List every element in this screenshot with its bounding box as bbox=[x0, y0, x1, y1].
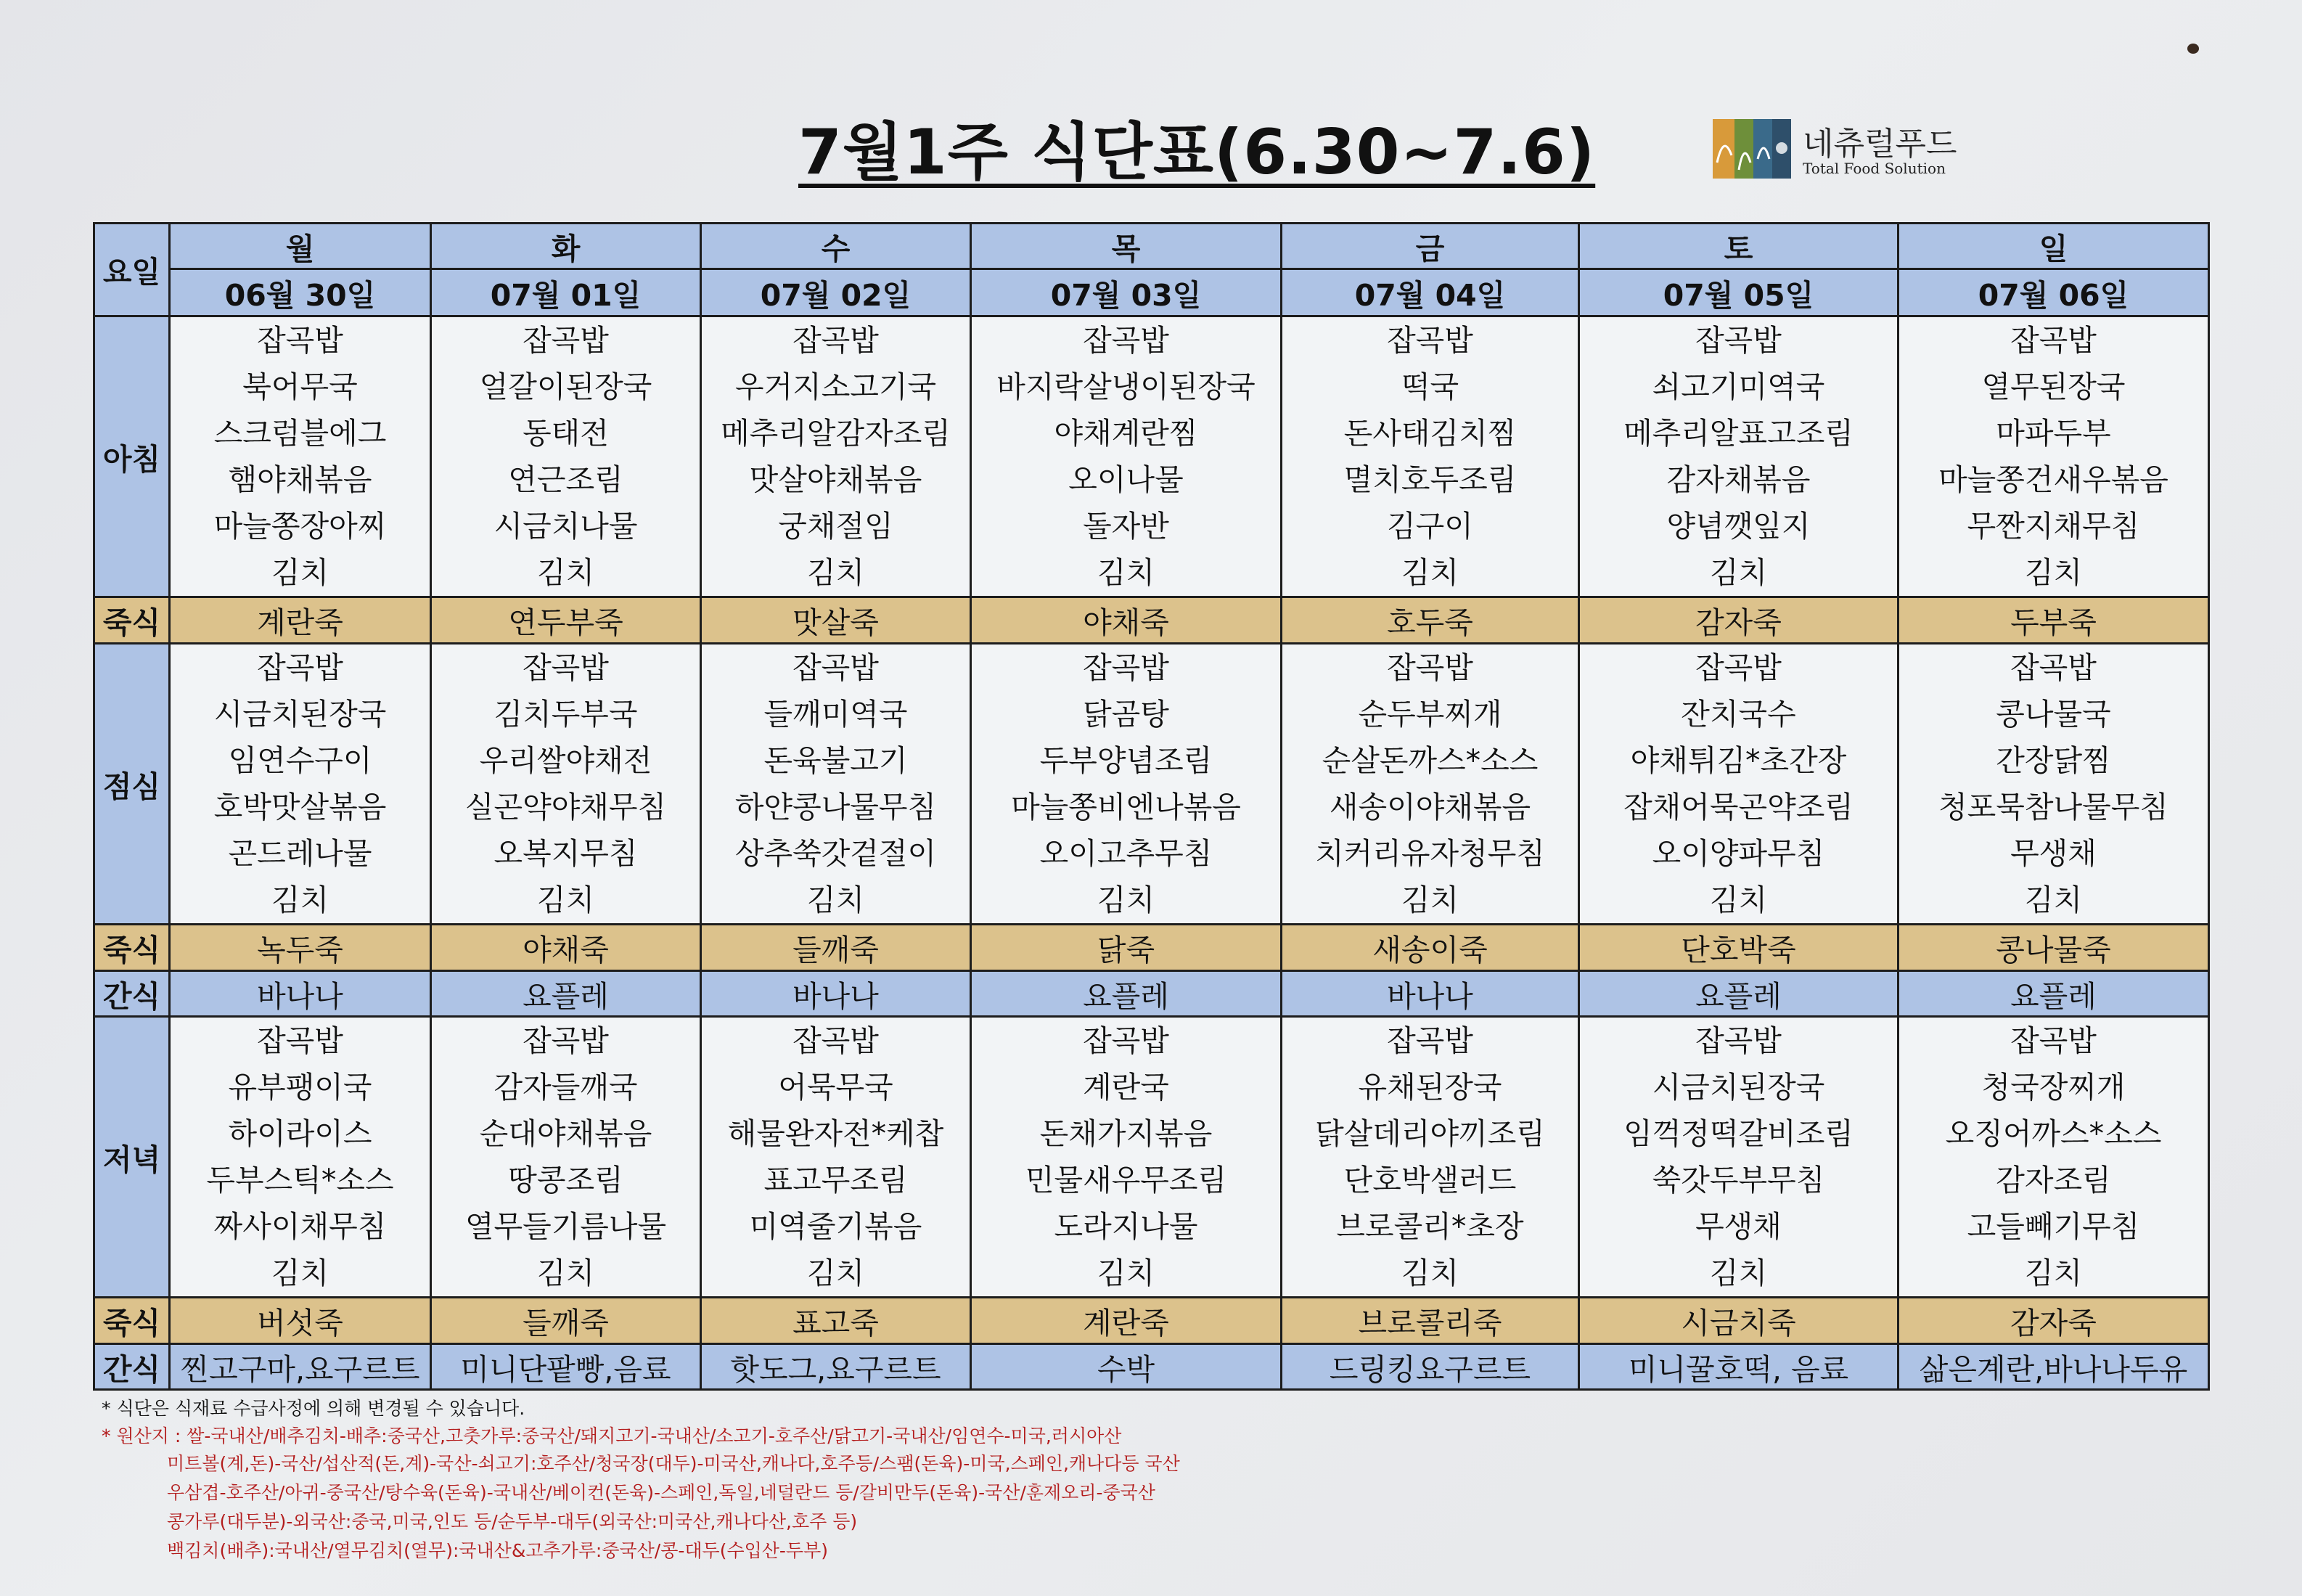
dish: 마늘쫑장아찌 bbox=[213, 509, 387, 544]
dish: 도라지나물 bbox=[1054, 1209, 1198, 1244]
snack-evening-item: 찐고구마,요구르트 bbox=[170, 1344, 431, 1390]
dish: 잡곡밥 bbox=[257, 1023, 343, 1058]
porridge-lunch-item: 새송이죽 bbox=[1282, 925, 1579, 971]
note-origin-cont: 백김치(배추):국내산/열무김치(열무):국내산&고추가루:중국산/콩-대두(수입산-두부) bbox=[167, 1540, 828, 1561]
dish: 우리쌀야채전 bbox=[479, 743, 652, 778]
dish: 오이고추무침 bbox=[1039, 836, 1213, 871]
porridge-morning-row bbox=[94, 597, 2209, 644]
dish: 곤드레나물 bbox=[228, 836, 372, 871]
snack-afternoon-row bbox=[94, 971, 2209, 1017]
day-name-row bbox=[94, 224, 2209, 269]
snack-evening-item: 미니단팥빵,음료 bbox=[431, 1344, 701, 1390]
day-name: 금 bbox=[1282, 224, 1579, 269]
dish: 임연수구이 bbox=[228, 743, 372, 778]
dish: 김치 bbox=[806, 883, 865, 917]
dish: 마늘쫑건새우볶음 bbox=[1938, 462, 2168, 497]
breakfast-cell bbox=[431, 316, 701, 597]
porridge-lunch-item: 야채죽 bbox=[431, 925, 701, 971]
dish: 김치 bbox=[2024, 883, 2083, 917]
dish: 스크럼블에그 bbox=[213, 416, 387, 451]
porridge-dinner-item: 브로콜리죽 bbox=[1282, 1298, 1579, 1344]
dish: 표고무조림 bbox=[763, 1163, 908, 1198]
porridge-morning-item: 계란죽 bbox=[170, 597, 431, 644]
day-date: 07월 06일 bbox=[1898, 269, 2209, 316]
dish: 무생채 bbox=[1695, 1209, 1782, 1244]
breakfast-cell bbox=[701, 316, 971, 597]
porridge-morning-item: 감자죽 bbox=[1579, 597, 1898, 644]
porridge-lunch-item: 콩나물죽 bbox=[1898, 925, 2209, 971]
menu-table bbox=[93, 222, 2210, 1391]
page-title: 7월1주 식단표(6.30~7.6) bbox=[798, 116, 1596, 189]
dish: 상추쑥갓겉절이 bbox=[734, 836, 937, 871]
porridge-dinner-item: 감자죽 bbox=[1898, 1298, 2209, 1344]
dish: 하이라이스 bbox=[228, 1116, 372, 1151]
dish: 쑥갓두부무침 bbox=[1652, 1163, 1825, 1198]
dish: 김치 bbox=[271, 883, 329, 917]
dish: 들깨미역국 bbox=[763, 697, 908, 732]
note-origin-cont: 콩가루(대두분)-외국산:중국,미국,인도 등/순두부-대두(외국산:미국산,캐나다산,호주 등) bbox=[167, 1511, 858, 1532]
dish: 야채계란찜 bbox=[1054, 416, 1198, 451]
dish: 김치 bbox=[1709, 1256, 1768, 1290]
dish: 청포묵참나물무침 bbox=[1938, 790, 2168, 824]
dish: 김치 bbox=[806, 555, 865, 590]
day-name: 토 bbox=[1579, 224, 1898, 269]
dish: 잡곡밥 bbox=[523, 650, 609, 685]
dish: 순살돈까스*소스 bbox=[1322, 743, 1539, 778]
dish: 미역줄기볶음 bbox=[749, 1209, 922, 1244]
porridge-morning-item: 연두부죽 bbox=[431, 597, 701, 644]
dish: 짜사이채무침 bbox=[213, 1209, 387, 1244]
lunch-cell bbox=[170, 644, 431, 925]
dish: 멸치호두조림 bbox=[1343, 462, 1517, 497]
snack-afternoon-item: 요플레 bbox=[971, 971, 1282, 1017]
dish: 김치두부국 bbox=[493, 697, 638, 732]
dish: 계란국 bbox=[1083, 1070, 1169, 1105]
dish: 오이나물 bbox=[1068, 462, 1184, 497]
porridge-morning-item: 맛살죽 bbox=[701, 597, 971, 644]
dish: 잡곡밥 bbox=[257, 323, 343, 358]
dish: 청국장찌개 bbox=[1981, 1070, 2126, 1105]
dish: 감자조림 bbox=[1996, 1163, 2111, 1198]
lunch-cell bbox=[431, 644, 701, 925]
lunch-row bbox=[94, 644, 2209, 925]
breakfast-cell bbox=[1898, 316, 2209, 597]
porridge-lunch-label: 죽식 bbox=[94, 925, 170, 971]
lunch-cell bbox=[971, 644, 1282, 925]
dish: 두부스틱*소스 bbox=[206, 1163, 394, 1198]
dish: 닭살데리야끼조림 bbox=[1315, 1116, 1545, 1151]
lunch-cell bbox=[1282, 644, 1579, 925]
dish: 감자채볶음 bbox=[1666, 462, 1811, 497]
day-name: 수 bbox=[701, 224, 971, 269]
dish: 야채튀김*초간장 bbox=[1630, 743, 1847, 778]
dish: 돈채가지볶음 bbox=[1039, 1116, 1213, 1151]
porridge-dinner-item: 버섯죽 bbox=[170, 1298, 431, 1344]
dish: 김치 bbox=[536, 1256, 595, 1290]
dish: 잡곡밥 bbox=[2010, 650, 2097, 685]
snack-afternoon-item: 요플레 bbox=[1898, 971, 2209, 1017]
note-origin-cont: 미트볼(계,돈)-국산/섭산적(돈,계)-국산-쇠고기:호주산/청국장(대두)-미국산,캐나다,호주등/스팸(돈육)-미국,스페인,캐나다등 국산 bbox=[167, 1453, 1180, 1474]
dish: 잡곡밥 bbox=[1695, 650, 1782, 685]
snack-evening-item: 드링킹요구르트 bbox=[1282, 1344, 1579, 1390]
dish: 김치 bbox=[2024, 1256, 2083, 1290]
dish: 동태전 bbox=[523, 416, 609, 451]
porridge-lunch-row bbox=[94, 925, 2209, 971]
dish: 잡곡밥 bbox=[1387, 323, 1473, 358]
logo-icon bbox=[1713, 119, 1791, 179]
dish: 임꺽정떡갈비조림 bbox=[1623, 1116, 1854, 1151]
dish: 연근조림 bbox=[508, 462, 623, 497]
dish: 무생채 bbox=[2010, 836, 2097, 871]
snack-evening-item: 삶은계란,바나나두유 bbox=[1898, 1344, 2209, 1390]
dish: 메추리알감자조림 bbox=[721, 416, 951, 451]
dish: 햄야채볶음 bbox=[228, 462, 372, 497]
dish: 마늘쫑비엔나볶음 bbox=[1011, 790, 1241, 824]
dish: 김치 bbox=[806, 1256, 865, 1290]
porridge-dinner-label: 죽식 bbox=[94, 1298, 170, 1344]
dish: 간장닭찜 bbox=[1996, 743, 2111, 778]
dinner-label: 저녁 bbox=[94, 1017, 170, 1298]
dish: 잡곡밥 bbox=[792, 1023, 879, 1058]
snack-afternoon-item: 요플레 bbox=[431, 971, 701, 1017]
dish: 콩나물국 bbox=[1996, 697, 2111, 732]
dish: 잡곡밥 bbox=[792, 323, 879, 358]
dish: 무짠지채무침 bbox=[1967, 509, 2140, 544]
paper-mark bbox=[2187, 44, 2199, 54]
lunch-label: 점심 bbox=[94, 644, 170, 925]
dish: 김치 bbox=[536, 883, 595, 917]
dish: 잡곡밥 bbox=[1695, 1023, 1782, 1058]
day-date: 07월 01일 bbox=[431, 269, 701, 316]
date-row bbox=[94, 269, 2209, 316]
dish: 쇠고기미역국 bbox=[1652, 369, 1825, 404]
dish: 오이양파무침 bbox=[1652, 836, 1825, 871]
dish: 김치 bbox=[1709, 555, 1768, 590]
snack-afternoon-item: 바나나 bbox=[170, 971, 431, 1017]
dish: 호박맛살볶음 bbox=[213, 790, 387, 824]
dish: 시금치나물 bbox=[493, 509, 638, 544]
breakfast-label: 아침 bbox=[94, 316, 170, 597]
dish: 치커리유자청무침 bbox=[1315, 836, 1545, 871]
dish: 잡곡밥 bbox=[1387, 1023, 1473, 1058]
dish: 김치 bbox=[1097, 883, 1155, 917]
note-origin-cont: 우삼겹-호주산/아귀-중국산/탕수육(돈육)-국내산/베이컨(돈육)-스페인,독일,네덜란드 등/갈비만두(돈육)-국산/훈제오리-중국산 bbox=[167, 1482, 1155, 1503]
porridge-morning-item: 야채죽 bbox=[971, 597, 1282, 644]
dinner-cell bbox=[431, 1017, 701, 1298]
day-date: 07월 02일 bbox=[701, 269, 971, 316]
note-origin: * 원산지 : 쌀-국내산/배추김치-배추:중국산,고춧가루:중국산/돼지고기-국내산/소고기-호주산/닭고기-국내산/임연수-미국,러시아산 bbox=[102, 1425, 1122, 1446]
snack-evening-row bbox=[94, 1344, 2209, 1390]
dish: 잡곡밥 bbox=[1083, 1023, 1169, 1058]
dish: 우거지소고기국 bbox=[734, 369, 937, 404]
dish: 잡곡밥 bbox=[1695, 323, 1782, 358]
dish: 떡국 bbox=[1401, 369, 1459, 404]
logo-tagline: Total Food Solution bbox=[1803, 160, 1946, 177]
porridge-lunch-item: 녹두죽 bbox=[170, 925, 431, 971]
porridge-dinner-item: 들깨죽 bbox=[431, 1298, 701, 1344]
dish: 시금치된장국 bbox=[1652, 1070, 1825, 1105]
dish: 실곤약야채무침 bbox=[464, 790, 667, 824]
dinner-cell bbox=[1579, 1017, 1898, 1298]
dish: 하얀콩나물무침 bbox=[734, 790, 937, 824]
snack-afternoon-item: 바나나 bbox=[1282, 971, 1579, 1017]
dish: 잡곡밥 bbox=[257, 650, 343, 685]
day-date: 07월 05일 bbox=[1579, 269, 1898, 316]
dish: 메추리알표고조림 bbox=[1623, 416, 1854, 451]
dish: 돌자반 bbox=[1083, 509, 1169, 544]
dish: 김치 bbox=[2024, 555, 2083, 590]
dish: 궁채절임 bbox=[778, 509, 893, 544]
day-name: 일 bbox=[1898, 224, 2209, 269]
dish: 얼갈이된장국 bbox=[479, 369, 652, 404]
dish: 닭곰탕 bbox=[1083, 697, 1169, 732]
dish: 순두부찌개 bbox=[1358, 697, 1502, 732]
dish: 북어무국 bbox=[242, 369, 358, 404]
dish: 돈육불고기 bbox=[763, 743, 908, 778]
lunch-cell bbox=[1579, 644, 1898, 925]
day-date: 07월 03일 bbox=[971, 269, 1282, 316]
porridge-morning-item: 두부죽 bbox=[1898, 597, 2209, 644]
dish: 잡곡밥 bbox=[2010, 1023, 2097, 1058]
dish: 오징어까스*소스 bbox=[1945, 1116, 2162, 1151]
dinner-cell bbox=[1898, 1017, 2209, 1298]
dish: 김치 bbox=[1097, 1256, 1155, 1290]
dish: 마파두부 bbox=[1996, 416, 2111, 451]
dish: 김구이 bbox=[1387, 509, 1473, 544]
breakfast-cell bbox=[170, 316, 431, 597]
lunch-cell bbox=[701, 644, 971, 925]
dish: 단호박샐러드 bbox=[1343, 1163, 1517, 1198]
snack-evening-item: 미니꿀호떡, 음료 bbox=[1579, 1344, 1898, 1390]
snack-evening-item: 핫도그,요구르트 bbox=[701, 1344, 971, 1390]
snack-evening-label: 간식 bbox=[94, 1344, 170, 1390]
dish: 열무된장국 bbox=[1981, 369, 2126, 404]
porridge-lunch-item: 닭죽 bbox=[971, 925, 1282, 971]
porridge-morning-item: 호두죽 bbox=[1282, 597, 1579, 644]
dinner-cell bbox=[170, 1017, 431, 1298]
dish: 오복지무침 bbox=[493, 836, 638, 871]
porridge-dinner-row bbox=[94, 1298, 2209, 1344]
dish: 김치 bbox=[1401, 1256, 1459, 1290]
dish: 두부양념조림 bbox=[1039, 743, 1213, 778]
dinner-row bbox=[94, 1017, 2209, 1298]
dish: 유부팽이국 bbox=[228, 1070, 372, 1105]
dish: 김치 bbox=[1401, 883, 1459, 917]
snack-afternoon-label: 간식 bbox=[94, 971, 170, 1017]
dish: 시금치된장국 bbox=[213, 697, 387, 732]
dinner-cell bbox=[701, 1017, 971, 1298]
dish: 잡곡밥 bbox=[792, 650, 879, 685]
porridge-dinner-item: 시금치죽 bbox=[1579, 1298, 1898, 1344]
dish: 민물새우무조림 bbox=[1025, 1163, 1227, 1198]
day-name: 화 bbox=[431, 224, 701, 269]
dish: 잡채어묵곤약조림 bbox=[1623, 790, 1854, 824]
porridge-dinner-item: 계란죽 bbox=[971, 1298, 1282, 1344]
breakfast-cell bbox=[1282, 316, 1579, 597]
snack-evening-item: 수박 bbox=[971, 1344, 1282, 1390]
dish: 새송이야채볶음 bbox=[1329, 790, 1531, 824]
porridge-dinner-item: 표고죽 bbox=[701, 1298, 971, 1344]
dish: 바지락살냉이된장국 bbox=[996, 369, 1256, 404]
dish: 김치 bbox=[1401, 555, 1459, 590]
dish: 해물완자전*케찹 bbox=[727, 1116, 944, 1151]
dish: 김치 bbox=[271, 1256, 329, 1290]
dish: 순대야채볶음 bbox=[479, 1116, 652, 1151]
dish: 잡곡밥 bbox=[523, 1023, 609, 1058]
dish: 잡곡밥 bbox=[523, 323, 609, 358]
dish: 열무들기름나물 bbox=[464, 1209, 667, 1244]
dish: 감자들깨국 bbox=[493, 1070, 638, 1105]
dish: 돈사태김치찜 bbox=[1343, 416, 1517, 451]
dish: 고들빼기무침 bbox=[1967, 1209, 2140, 1244]
dish: 김치 bbox=[1097, 555, 1155, 590]
dish: 김치 bbox=[1709, 883, 1768, 917]
dish: 김치 bbox=[536, 555, 595, 590]
dish: 잡곡밥 bbox=[1083, 323, 1169, 358]
lunch-cell bbox=[1898, 644, 2209, 925]
note-change: * 식단은 식재료 수급사정에 의해 변경될 수 있습니다. bbox=[102, 1398, 525, 1419]
dinner-cell bbox=[1282, 1017, 1579, 1298]
breakfast-cell bbox=[1579, 316, 1898, 597]
porridge-lunch-item: 들깨죽 bbox=[701, 925, 971, 971]
snack-afternoon-item: 요플레 bbox=[1579, 971, 1898, 1017]
dish: 양념깻잎지 bbox=[1666, 509, 1811, 544]
dish: 김치 bbox=[271, 555, 329, 590]
dish: 잡곡밥 bbox=[1387, 650, 1473, 685]
dish: 유채된장국 bbox=[1358, 1070, 1502, 1105]
dish: 어묵무국 bbox=[778, 1070, 893, 1105]
porridge-lunch-item: 단호박죽 bbox=[1579, 925, 1898, 971]
day-date: 07월 04일 bbox=[1282, 269, 1579, 316]
dish: 잔치국수 bbox=[1681, 697, 1796, 732]
breakfast-row bbox=[94, 316, 2209, 597]
dish: 땅콩조림 bbox=[508, 1163, 623, 1198]
dish: 맛살야채볶음 bbox=[749, 462, 922, 497]
day-date: 06월 30일 bbox=[170, 269, 431, 316]
day-label: 요일 bbox=[94, 224, 170, 316]
dish: 잡곡밥 bbox=[2010, 323, 2097, 358]
dinner-cell bbox=[971, 1017, 1282, 1298]
snack-afternoon-item: 바나나 bbox=[701, 971, 971, 1017]
breakfast-cell bbox=[971, 316, 1282, 597]
porridge-morning-label: 죽식 bbox=[94, 597, 170, 644]
logo-name: 네츄럴푸드 bbox=[1803, 126, 1957, 163]
dish: 잡곡밥 bbox=[1083, 650, 1169, 685]
dish: 브로콜리*초장 bbox=[1336, 1209, 1524, 1244]
day-name: 월 bbox=[170, 224, 431, 269]
day-name: 목 bbox=[971, 224, 1282, 269]
